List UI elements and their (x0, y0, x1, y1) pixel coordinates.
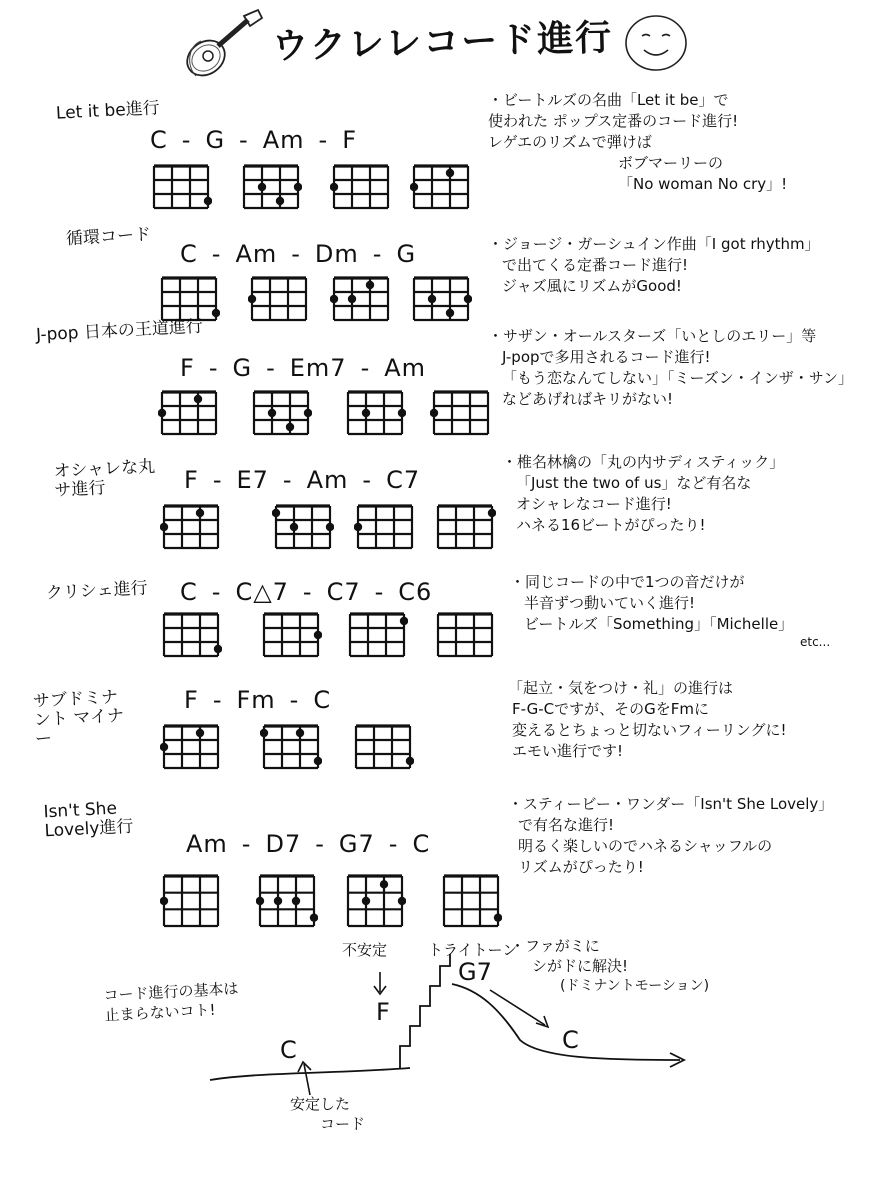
chord-diagram (248, 272, 310, 326)
finger-dot (158, 409, 166, 417)
chord-row: C - G - Am - F (150, 126, 357, 154)
flow-chord-c-start: C (280, 1036, 297, 1064)
finger-dot (410, 183, 418, 191)
chord-name: F (342, 126, 357, 154)
finger-dot (286, 423, 294, 431)
finger-dot (160, 743, 168, 751)
chord-diagram (440, 870, 502, 932)
section-label-let-it-be: Let it be進行 (55, 98, 161, 124)
chord-diagram (160, 720, 222, 774)
finger-dot (248, 295, 256, 303)
chord-row: F - Fm - C (184, 686, 332, 714)
chord-row: F - G - Em7 - Am (180, 354, 427, 382)
chord-diagram (344, 386, 406, 440)
chord-diagram (330, 160, 392, 214)
chord-name: Am (262, 126, 305, 154)
stable-chord-note: 安定した コード (290, 1095, 366, 1133)
chord-diagram (430, 386, 492, 440)
chord-name: C6 (398, 578, 433, 606)
section-note: ・椎名林檎の「丸の内サディスティック」 「Just the two of us」など有名な オシャレなコード進行! ハネる16ビートがぴったり! (502, 453, 785, 534)
finger-dot (398, 897, 406, 905)
chord-diagram (160, 500, 222, 554)
section-label-jpop: J-pop 日本の王道進行 (35, 316, 204, 346)
chord-name: C△7 (235, 578, 289, 606)
chord-row: Am - D7 - G7 - C (186, 830, 431, 858)
section-label-isnt-she-lovely: Isn't She Lovely進行 (43, 798, 134, 842)
chord-name: Em7 (289, 354, 347, 382)
finger-dot (268, 409, 276, 417)
chord-diagram (272, 500, 334, 554)
chord-diagram (410, 160, 472, 214)
finger-dot (214, 645, 222, 653)
chord-diagram (240, 160, 302, 214)
chord-name: C (180, 578, 198, 606)
finger-dot (330, 295, 338, 303)
flow-chord-f: F (376, 998, 390, 1026)
section-note: ・サザン・オールスターズ「いとしのエリー」等 J-popで多用されるコード進行! 「もう恋なんてしない」「ミーズン・インザ・サン」 などあげればキリがない! (488, 327, 854, 408)
finger-dot (160, 897, 168, 905)
chord-name: C (180, 240, 198, 268)
chord-name: F (180, 354, 195, 382)
resolve-note: ・ファがミに シがドに解決! (ドミナントモーション) (510, 937, 710, 994)
chord-name: C (313, 686, 332, 714)
finger-dot (304, 409, 312, 417)
chord-diagram (352, 720, 414, 774)
chord-name: Am (384, 354, 427, 382)
chord-name: D7 (265, 830, 302, 858)
section-label-subdominant-minor: サブドミナント マイナー (32, 687, 125, 750)
chord-name: G7 (338, 830, 375, 858)
chord-name: Am (306, 466, 349, 494)
finger-dot (290, 523, 298, 531)
section-note: ・ジョージ・ガーシュイン作曲「I got rhythm」 で出てくる定番コード進行! ジャズ風にリズムがGood! (488, 235, 820, 295)
section-note: ・ビートルズの名曲「Let it be」で 使われた ポップス定番のコード進行! レゲエのリズムで弾けば ボブマーリーの 「No woman No cry」! (488, 91, 788, 193)
chord-row: F - E7 - Am - C7 (184, 466, 421, 494)
finger-dot (292, 897, 300, 905)
finger-dot (326, 523, 334, 531)
finger-dot (204, 197, 212, 205)
finger-dot (212, 309, 220, 317)
chord-diagram (410, 272, 472, 326)
finger-dot (310, 913, 318, 921)
chord-row: C - Am - Dm - G (180, 240, 417, 268)
chord-name: G (232, 354, 253, 382)
finger-dot (276, 197, 284, 205)
finger-dot (380, 880, 388, 888)
section-label-marusa: オシャレな丸サ進行 (53, 456, 156, 501)
chord-name: G (396, 240, 417, 268)
finger-dot (406, 757, 414, 765)
chord-diagram (158, 386, 220, 440)
chord-diagram (260, 608, 322, 662)
smiley-face-icon (620, 12, 692, 74)
chord-diagram (160, 870, 222, 932)
chord-name: C (150, 126, 168, 154)
section-note: 「起立・気をつけ・礼」の進行は F-G-Cですが、そのGをFmに 変えるとちょっと切ないフィーリングに! エモい進行です! (508, 679, 787, 760)
finger-dot (258, 183, 266, 191)
finger-dot (256, 897, 264, 905)
finger-dot (464, 295, 472, 303)
finger-dot (488, 509, 496, 517)
finger-dot (196, 729, 204, 737)
finger-dot (294, 183, 302, 191)
chord-diagram (434, 500, 496, 554)
chord-name: F (184, 686, 199, 714)
finger-dot (196, 509, 204, 517)
page-title: ウクレレコード進行 (271, 17, 614, 68)
finger-dot (296, 729, 304, 737)
chord-diagram (354, 500, 416, 554)
finger-dot (446, 309, 454, 317)
chord-name: Am (186, 830, 228, 858)
chord-name: F (184, 466, 199, 494)
flow-chord-c-end: C (562, 1026, 579, 1054)
flow-chord-g7: G7 (458, 958, 492, 986)
chord-name: G (205, 126, 226, 154)
chord-row: C - C△7 - C7 - C6 (180, 578, 433, 606)
chord-name: Dm (314, 240, 359, 268)
chord-name: C7 (386, 466, 421, 494)
flow-left-note: コード進行の基本は 止まらないコト! (103, 979, 239, 1025)
section-note: ・スティービー・ワンダー「Isn't She Lovely」 で有名な進行! 明るく楽しいのでハネるシャッフルの リズムがぴったり! (508, 795, 834, 876)
finger-dot (314, 757, 322, 765)
finger-dot (348, 295, 356, 303)
section-label-circulation: 循環コード (65, 224, 152, 250)
finger-dot (354, 523, 362, 531)
finger-dot (398, 409, 406, 417)
finger-dot (366, 281, 374, 289)
chord-name: Am (235, 240, 278, 268)
finger-dot (194, 395, 202, 403)
unstable-label: 不安定 (342, 941, 388, 959)
chord-diagram (260, 720, 322, 774)
finger-dot (314, 631, 322, 639)
chord-name: E7 (236, 466, 269, 494)
finger-dot (446, 169, 454, 177)
chord-diagram (250, 386, 312, 440)
section-note: ・同じコードの中で1つの音だけが 半音ずつ動いていく進行! ビートルズ「Something」「Michelle」 etc... (510, 573, 831, 649)
chord-name: C (412, 830, 431, 858)
section-label-cliche: クリシェ進行 (45, 578, 149, 604)
chord-diagram (344, 870, 406, 932)
ukulele-sketch-icon (176, 6, 266, 86)
finger-dot (494, 913, 502, 921)
finger-dot (272, 509, 280, 517)
chord-diagram (256, 870, 318, 932)
finger-dot (260, 729, 268, 737)
finger-dot (362, 409, 370, 417)
chord-name: Fm (236, 686, 276, 714)
chord-diagram (150, 160, 212, 214)
chord-diagram (346, 608, 408, 662)
chord-name: C7 (326, 578, 361, 606)
progression-flow-sketch (0, 930, 878, 1200)
finger-dot (362, 897, 370, 905)
tritone-label: トライトーン (428, 941, 518, 959)
finger-dot (274, 897, 282, 905)
chord-diagram (434, 608, 496, 662)
finger-dot (160, 523, 168, 531)
finger-dot (330, 183, 338, 191)
finger-dot (400, 617, 408, 625)
finger-dot (430, 409, 438, 417)
finger-dot (428, 295, 436, 303)
chord-diagram (160, 608, 222, 662)
chord-diagram (330, 272, 392, 326)
